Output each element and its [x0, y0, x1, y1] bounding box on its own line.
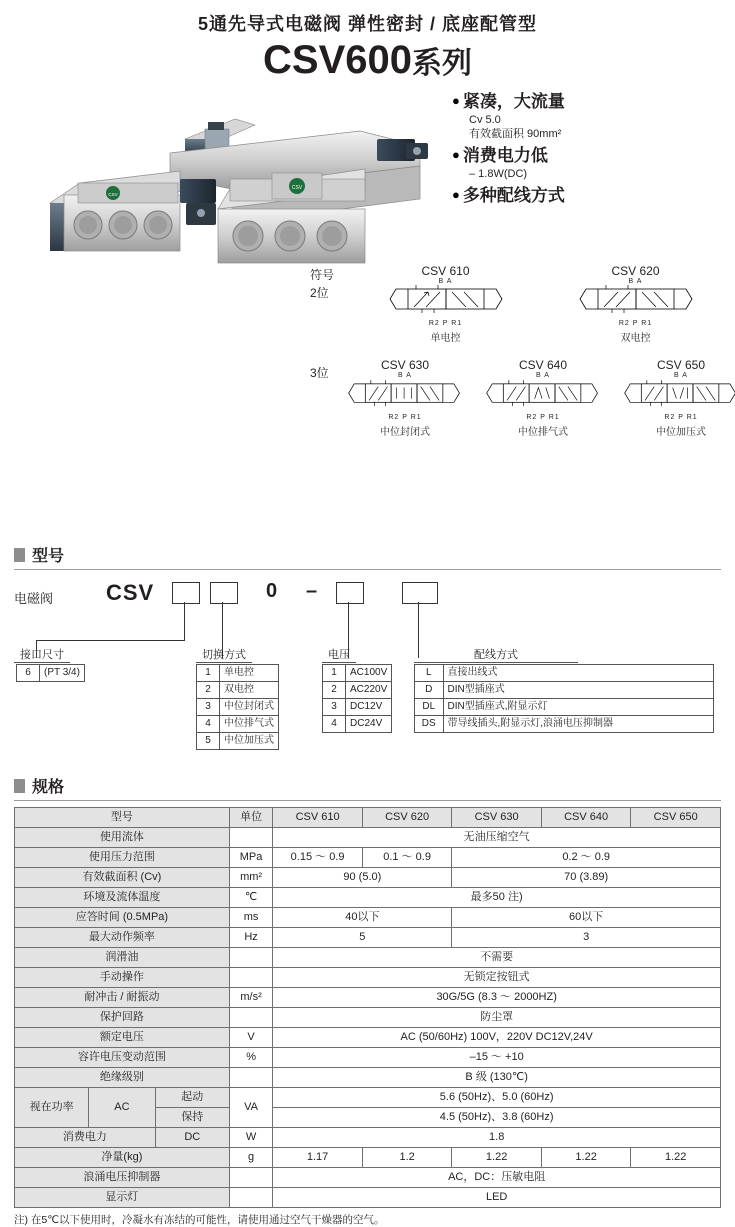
- option-code: 4: [323, 716, 346, 733]
- row-unit: m/s²: [229, 988, 272, 1008]
- spec-table: [14, 807, 721, 1208]
- switch-type-header: 切换方式: [196, 646, 252, 663]
- port-size-value: (PT 3/4): [40, 665, 85, 682]
- symbol-graphic: [621, 379, 735, 409]
- model-box-wiring[interactable]: [402, 582, 438, 604]
- row-label-ac: AC: [89, 1088, 156, 1128]
- table-row: [415, 682, 714, 699]
- row-label: 使用压力范围: [15, 848, 230, 868]
- feature-item: [452, 145, 722, 181]
- row-value: 1.17: [273, 1148, 363, 1168]
- col-header-csv610: CSV 610: [273, 808, 363, 828]
- symbol-name: CSV 620: [611, 264, 660, 278]
- model-box-voltage[interactable]: [336, 582, 364, 604]
- row-value: 最多50 注): [273, 888, 721, 908]
- row-label: 使用流体: [15, 828, 230, 848]
- table-row: [197, 699, 279, 716]
- option-code: L: [415, 665, 444, 682]
- row-label: 有效截面积 (Cv): [15, 868, 230, 888]
- feature-title: 消费电力低: [462, 146, 548, 165]
- row-value: AC，DC：压敏电阻: [273, 1168, 721, 1188]
- table-row: [15, 1088, 721, 1108]
- table-row: [415, 699, 714, 716]
- voltage-header: 电压: [322, 646, 356, 663]
- table-row: [15, 1128, 721, 1148]
- row-label: 保护回路: [15, 1008, 230, 1028]
- symbol-port-labels: R2 P R1: [428, 320, 463, 327]
- section-marker-icon: [14, 548, 25, 562]
- symbol-caption: 双电控: [620, 333, 651, 344]
- feature-sub: – 1.8W(DC): [469, 168, 528, 180]
- row-value: 0.15 ～ 0.9: [273, 848, 363, 868]
- option-label: AC100V: [346, 665, 392, 682]
- col-header-csv620: CSV 620: [362, 808, 452, 828]
- table-row: [15, 1188, 721, 1208]
- symbol-port-labels: R2 P R1: [618, 320, 653, 327]
- symbol-row3-label: 3位: [310, 366, 329, 380]
- row-unit: [229, 1168, 272, 1188]
- table-row: [15, 1048, 721, 1068]
- row-unit: Hz: [229, 928, 272, 948]
- option-label: 中位封闭式: [220, 699, 279, 716]
- row-value: 3: [452, 928, 721, 948]
- leader-line: [348, 602, 349, 640]
- row-unit: V: [229, 1028, 272, 1048]
- table-row: [15, 888, 721, 908]
- row-value: 1.22: [541, 1148, 631, 1168]
- table-row: [15, 1068, 721, 1088]
- option-label: 带导线插头,附显示灯,浪涌电压抑制器: [443, 716, 714, 733]
- row-unit: MPa: [229, 848, 272, 868]
- symbol-ab-labels: B A: [674, 372, 688, 379]
- row-label: 净量(kg): [15, 1148, 230, 1168]
- section-marker-icon: [14, 779, 25, 793]
- switch-type-table: [196, 664, 279, 750]
- table-row: [197, 716, 279, 733]
- table-row: [323, 699, 392, 716]
- row-label: 应答时间 (0.5MPa): [15, 908, 230, 928]
- bullet-dot-icon: ●: [452, 93, 460, 108]
- option-code: 2: [323, 682, 346, 699]
- option-label: DIN型插座式: [443, 682, 714, 699]
- row-value: 不需要: [273, 948, 721, 968]
- col-header-unit: 单位: [229, 808, 272, 828]
- table-row: [15, 1148, 721, 1168]
- row-label: 润滑油: [15, 948, 230, 968]
- table-row: [15, 948, 721, 968]
- product-illustration: [20, 91, 450, 271]
- row-unit: [229, 1068, 272, 1088]
- feature-sub: 有效截面积 90mm²: [469, 128, 562, 140]
- row-label-start: 起动: [155, 1088, 229, 1108]
- row-value: 5.6 (50Hz)、5.0 (60Hz): [273, 1088, 721, 1108]
- symbol-ab-labels: B A: [398, 372, 412, 379]
- symbol-name: CSV 610: [421, 264, 470, 278]
- col-header-csv630: CSV 630: [452, 808, 542, 828]
- row-label-dc-power: 消费电力: [15, 1128, 156, 1148]
- row-label-hold: 保持: [155, 1108, 229, 1128]
- row-unit: [229, 1008, 272, 1028]
- page-title-model: CSV600: [263, 38, 412, 82]
- row-label: 容许电压变动范围: [15, 1048, 230, 1068]
- row-value: 0.2 ～ 0.9: [452, 848, 721, 868]
- symbol-item-csv640: [478, 358, 608, 438]
- option-code: D: [415, 682, 444, 699]
- leader-line: [36, 640, 185, 641]
- row-value: 70 (3.89): [452, 868, 721, 888]
- row-value: 5: [273, 928, 452, 948]
- svg-text:CSV: CSV: [291, 185, 303, 191]
- table-row: [15, 828, 721, 848]
- row-label: 显示灯: [15, 1188, 230, 1208]
- row-unit: %: [229, 1048, 272, 1068]
- row-value: 无油压缩空气: [273, 828, 721, 848]
- row-value: B 级 (130℃): [273, 1068, 721, 1088]
- option-code: DS: [415, 716, 444, 733]
- table-row: [15, 1008, 721, 1028]
- symbol-item-csv650: [616, 358, 735, 438]
- model-section-header: [14, 543, 721, 570]
- row-label-dc: DC: [155, 1128, 229, 1148]
- option-code: 3: [323, 699, 346, 716]
- row-value: 1.2: [362, 1148, 452, 1168]
- row-value: LED: [273, 1188, 721, 1208]
- table-row: [415, 665, 714, 682]
- symbol-ab-labels: B A: [438, 278, 453, 285]
- voltage-table: [322, 664, 392, 733]
- table-row: [323, 665, 392, 682]
- row-label: 最大动作频率: [15, 928, 230, 948]
- table-row: [15, 928, 721, 948]
- model-prefix: CSV: [106, 580, 155, 605]
- symbol-ab-labels: B A: [536, 372, 550, 379]
- hero-section: [0, 83, 735, 438]
- option-code: DL: [415, 699, 444, 716]
- spec-footnote: 注) 在5℃以下使用时，冷凝水有冻结的可能性，请使用通过空气干燥器的空气。: [14, 1214, 385, 1226]
- symbol-graphic: [483, 379, 603, 409]
- symbol-name: CSV 650: [656, 358, 706, 372]
- symbol-ab-labels: B A: [628, 278, 643, 285]
- option-label: 双电控: [220, 682, 279, 699]
- table-row: [323, 682, 392, 699]
- symbol-name: CSV 630: [380, 358, 430, 372]
- option-label: DC24V: [346, 716, 392, 733]
- feature-sub: Cv 5.0: [469, 114, 501, 126]
- row-value: 90 (5.0): [273, 868, 452, 888]
- col-header-csv650: CSV 650: [631, 808, 721, 828]
- table-row: [15, 848, 721, 868]
- wiring-table: [414, 664, 714, 733]
- leader-line: [184, 602, 185, 640]
- table-row: [15, 908, 721, 928]
- row-value: AC (50/60Hz) 100V，220V DC12V,24V: [273, 1028, 721, 1048]
- option-code: 1: [197, 665, 220, 682]
- model-box-switch[interactable]: [210, 582, 238, 604]
- symbol-graphic: [386, 285, 506, 315]
- row-unit: VA: [229, 1088, 272, 1128]
- row-unit: [229, 828, 272, 848]
- table-row: [197, 665, 279, 682]
- feature-title: 紧凑，大流量: [462, 92, 565, 111]
- option-label: 中位加压式: [220, 733, 279, 750]
- symbol-name: CSV 640: [518, 358, 568, 372]
- row-label: 浪涌电压抑制器: [15, 1168, 230, 1188]
- table-row: [15, 1028, 721, 1048]
- row-unit: ℃: [229, 888, 272, 908]
- table-header-row: [15, 808, 721, 828]
- symbol-caption: 中位加压式: [656, 427, 706, 438]
- option-code: 2: [197, 682, 220, 699]
- page-title: [0, 38, 735, 83]
- option-label: DC12V: [346, 699, 392, 716]
- col-header-csv640: CSV 640: [541, 808, 631, 828]
- symbol-section-label: 符号: [310, 268, 335, 282]
- table-row: [415, 716, 714, 733]
- feature-item: [452, 91, 722, 141]
- table-row: [15, 968, 721, 988]
- port-size-header: 接口尺寸: [14, 646, 70, 663]
- symbol-caption: 中位排气式: [518, 427, 568, 438]
- row-value: 30G/5G (8.3 ～ 2000HZ): [273, 988, 721, 1008]
- feature-title: 多种配线方式: [462, 186, 565, 205]
- row-label: 绝缘级别: [15, 1068, 230, 1088]
- row-value: 防尘罩: [273, 1008, 721, 1028]
- model-zero: 0: [266, 580, 278, 602]
- row-value: 1.22: [631, 1148, 721, 1168]
- spec-table-wrapper: [14, 807, 721, 1208]
- table-row: [197, 733, 279, 750]
- option-label: 直接出线式: [443, 665, 714, 682]
- row-label: 手动操作: [15, 968, 230, 988]
- table-row: [15, 1168, 721, 1188]
- model-box-port[interactable]: [172, 582, 200, 604]
- option-code: 3: [197, 699, 220, 716]
- symbol-port-labels: R2 P R1: [664, 414, 698, 421]
- model-code-diagram: [14, 570, 721, 770]
- symbol-caption: 中位封闭式: [380, 427, 430, 438]
- option-code: 5: [197, 733, 220, 750]
- symbol-item-csv630: [340, 358, 470, 438]
- row-value: 1.8: [273, 1128, 721, 1148]
- model-dash: –: [306, 580, 318, 602]
- port-size-table: [16, 664, 85, 682]
- option-label: 中位排气式: [220, 716, 279, 733]
- col-header-model: 型号: [15, 808, 230, 828]
- symbol-item-csv620: [548, 264, 723, 344]
- page-title-series: 系列: [411, 47, 472, 80]
- row-label-apparent-power: 视在功率: [15, 1088, 89, 1128]
- section-title: 规格: [32, 779, 65, 796]
- symbol-row2-label: 2位: [310, 286, 329, 300]
- option-label: 单电控: [220, 665, 279, 682]
- row-label: 耐冲击 / 耐振动: [15, 988, 230, 1008]
- row-unit: W: [229, 1128, 272, 1148]
- option-label: DIN型插座式,附显示灯: [443, 699, 714, 716]
- section-title: 型号: [32, 548, 65, 565]
- row-value: 40以下: [273, 908, 452, 928]
- leader-line: [222, 602, 223, 640]
- row-label: 环境及流体温度: [15, 888, 230, 908]
- bullet-dot-icon: ●: [452, 147, 460, 162]
- row-unit: [229, 1188, 272, 1208]
- svg-text:CSV: CSV: [108, 192, 118, 197]
- symbol-port-labels: R2 P R1: [388, 414, 422, 421]
- symbol-caption: 单电控: [430, 333, 461, 344]
- symbol-item-csv610: [358, 264, 533, 344]
- symbol-graphic: [576, 285, 696, 315]
- feature-item: [452, 185, 722, 206]
- row-unit: [229, 968, 272, 988]
- row-value: 1.22: [452, 1148, 542, 1168]
- table-row: [17, 665, 85, 682]
- row-unit: ms: [229, 908, 272, 928]
- row-value: 60以下: [452, 908, 721, 928]
- option-code: 1: [323, 665, 346, 682]
- spec-section-header: [14, 774, 721, 801]
- option-code: 4: [197, 716, 220, 733]
- feature-list: [452, 91, 722, 207]
- table-row: [197, 682, 279, 699]
- row-unit: [229, 948, 272, 968]
- symbol-port-labels: R2 P R1: [526, 414, 560, 421]
- row-value: 无锁定按钮式: [273, 968, 721, 988]
- row-unit: g: [229, 1148, 272, 1168]
- port-size-code: 6: [17, 665, 40, 682]
- row-value: 4.5 (50Hz)、3.8 (60Hz): [273, 1108, 721, 1128]
- row-value: –15 ～ +10: [273, 1048, 721, 1068]
- row-label: 额定电压: [15, 1028, 230, 1048]
- page-header: [0, 0, 735, 83]
- row-value: 0.1 ～ 0.9: [362, 848, 452, 868]
- leader-line: [418, 602, 419, 640]
- bullet-dot-icon: ●: [452, 187, 460, 202]
- wiring-header: 配线方式: [414, 646, 578, 663]
- model-row-label: 电磁阀: [14, 591, 54, 606]
- option-label: AC220V: [346, 682, 392, 699]
- page-subtitle: 5通先导式电磁阀 弹性密封 / 底座配管型: [197, 14, 537, 34]
- symbol-graphic: [345, 379, 465, 409]
- table-row: [15, 868, 721, 888]
- table-row: [15, 988, 721, 1008]
- table-row: [323, 716, 392, 733]
- row-unit: mm²: [229, 868, 272, 888]
